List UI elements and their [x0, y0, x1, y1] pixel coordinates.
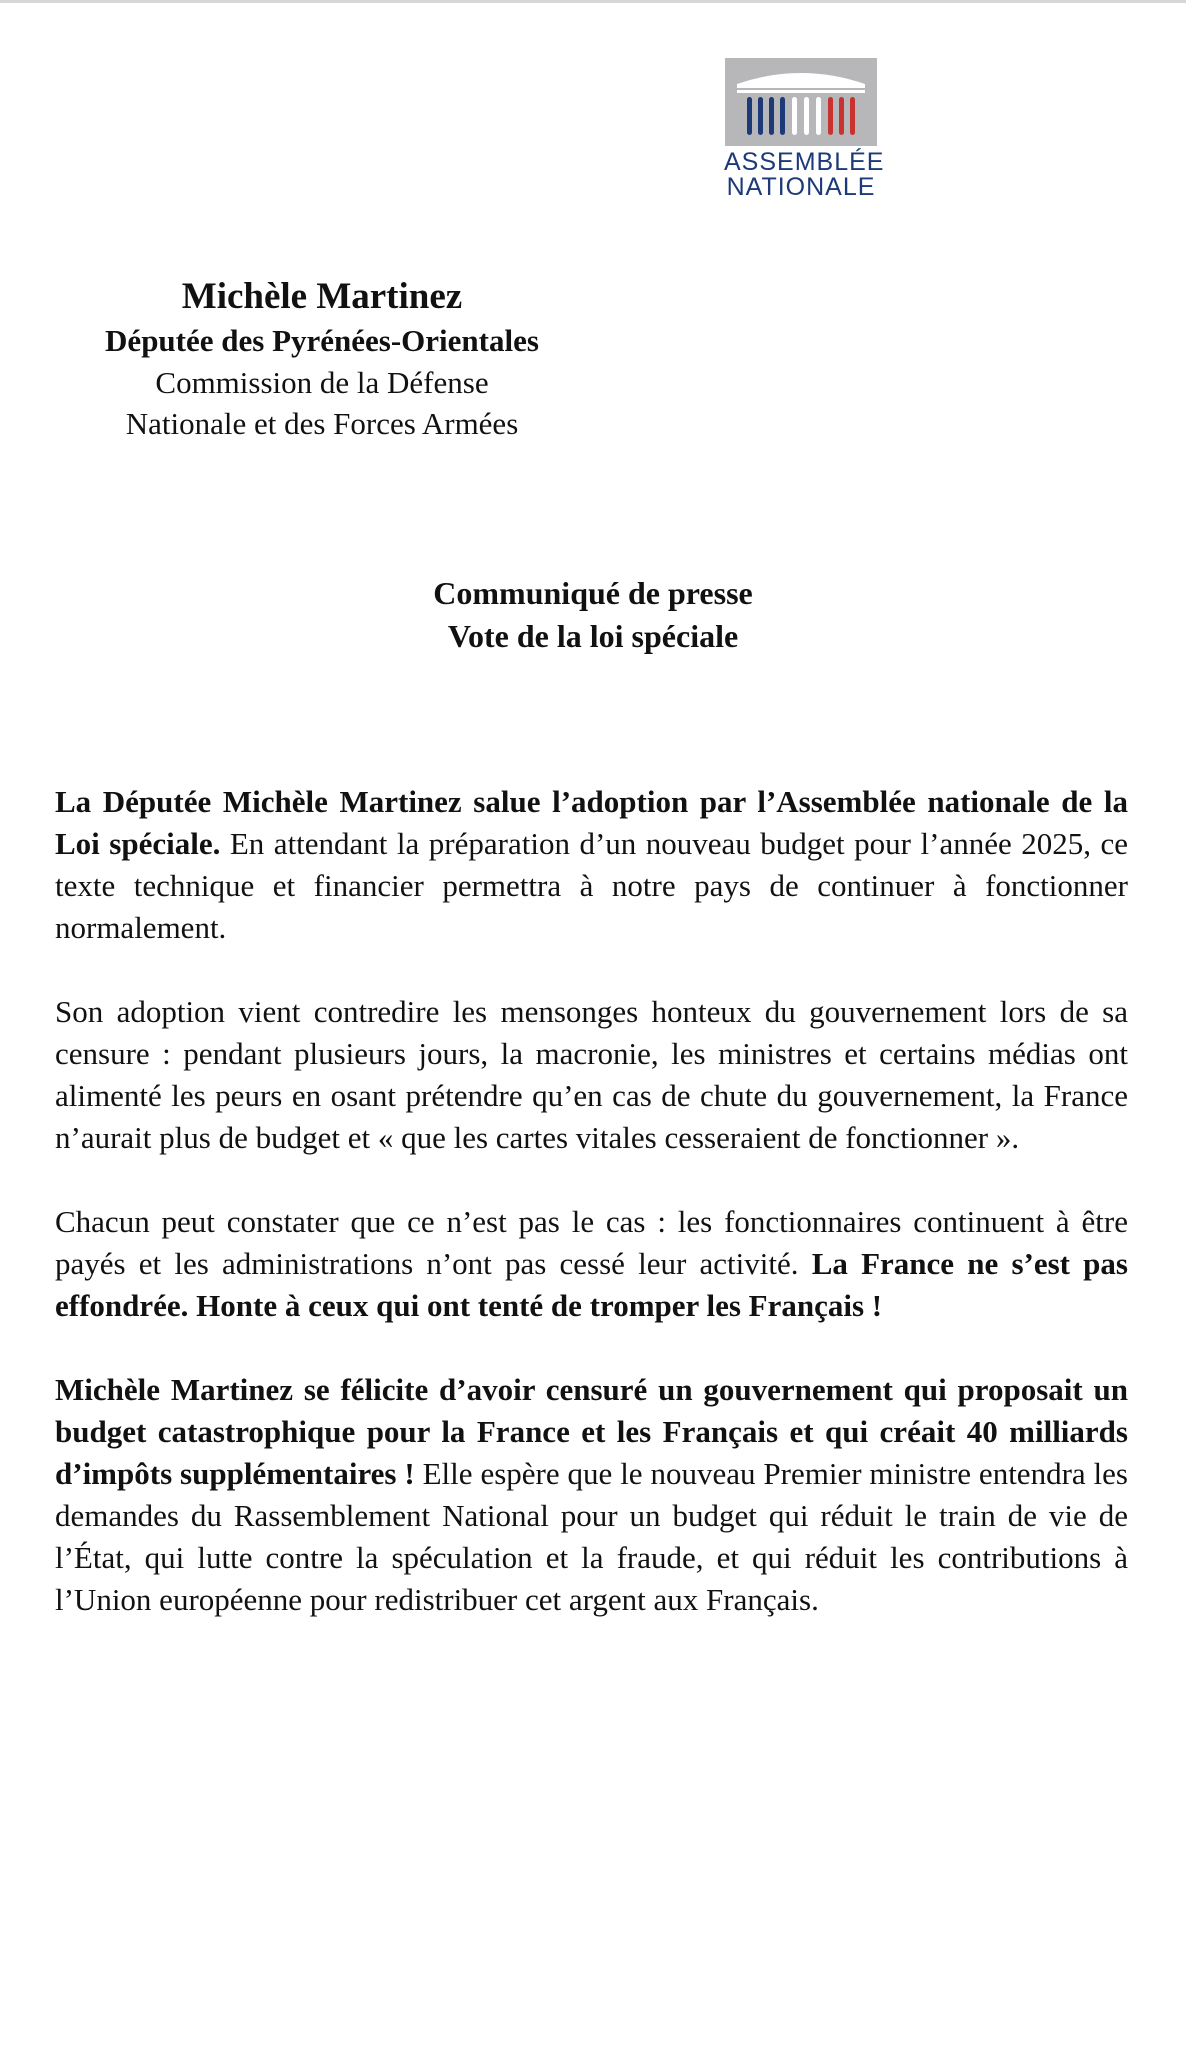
paragraph-2 — [55, 991, 1128, 1159]
author-header — [42, 274, 602, 444]
press-title-line2: Vote de la loi spéciale — [447, 618, 739, 654]
author-committee-line1: Commission de la Défense — [155, 365, 489, 400]
paragraph-1 — [55, 781, 1128, 949]
press-release-title — [0, 572, 1186, 658]
author-role: Députée des Pyrénées-Orientales — [105, 323, 539, 358]
paragraph-3-text: Chacun peut constater que ce n’est pas le cas : les fonctionnaires continuent à être payés et les administrations n’ont pas cessé leur activité. — [55, 1204, 1128, 1281]
paragraph-3-bold: La France ne s’est pas effondrée. Honte à ceux qui ont tenté de tromper les Français ! — [55, 1246, 1128, 1323]
logo-text-line1: ASSEMBLÉE — [724, 148, 885, 176]
paragraph-2-text: Son adoption vient contredire les mensonges honteux du gouvernement lors de sa censure : pendant plusieurs jours, la macronie, les ministres et certains médias ont alimenté les peurs en osant prétendre qu’en cas de chute du gouvernement, la France n’aurait plus de budget et « que les cartes vitales cesseraient de fonctionner ». — [55, 994, 1128, 1155]
paragraph-4 — [55, 1369, 1128, 1621]
press-title-line1: Communiqué de presse — [433, 575, 753, 611]
hemicycle-icon — [725, 58, 877, 146]
paragraph-1-text: En attendant la préparation d’un nouveau budget pour l’année 2025, ce texte technique et financier permettra à notre pays de continuer à fonctionner normalement. — [55, 826, 1128, 945]
press-release-body — [55, 781, 1128, 1663]
logo-text-line2: NATIONALE — [726, 173, 876, 201]
assemblee-nationale-logo — [724, 58, 885, 201]
author-name: Michèle Martinez — [181, 276, 463, 317]
top-divider — [0, 0, 1186, 3]
hemicycle-emblem — [725, 58, 877, 146]
paragraph-4-bold: Michèle Martinez se félicite d’avoir censuré un gouvernement qui proposait un budget catastrophique pour la France et les Français et qui créait 40 milliards d’impôts supplémentaires ! — [55, 1372, 1128, 1491]
paragraph-1-bold: La Députée Michèle Martinez salue l’adoption par l’Assemblée nationale de la Loi spéciale. — [55, 784, 1128, 861]
paragraph-3 — [55, 1201, 1128, 1327]
author-committee-line2: Nationale et des Forces Armées — [125, 406, 519, 441]
paragraph-4-text: Elle espère que le nouveau Premier ministre entendra les demandes du Rassemblement National pour un budget qui réduit le train de vie de l’État, qui lutte contre la spéculation et la fraude, et qui réduit les contributions à l’Union européenne pour redistribuer cet argent aux Français. — [55, 1456, 1128, 1617]
